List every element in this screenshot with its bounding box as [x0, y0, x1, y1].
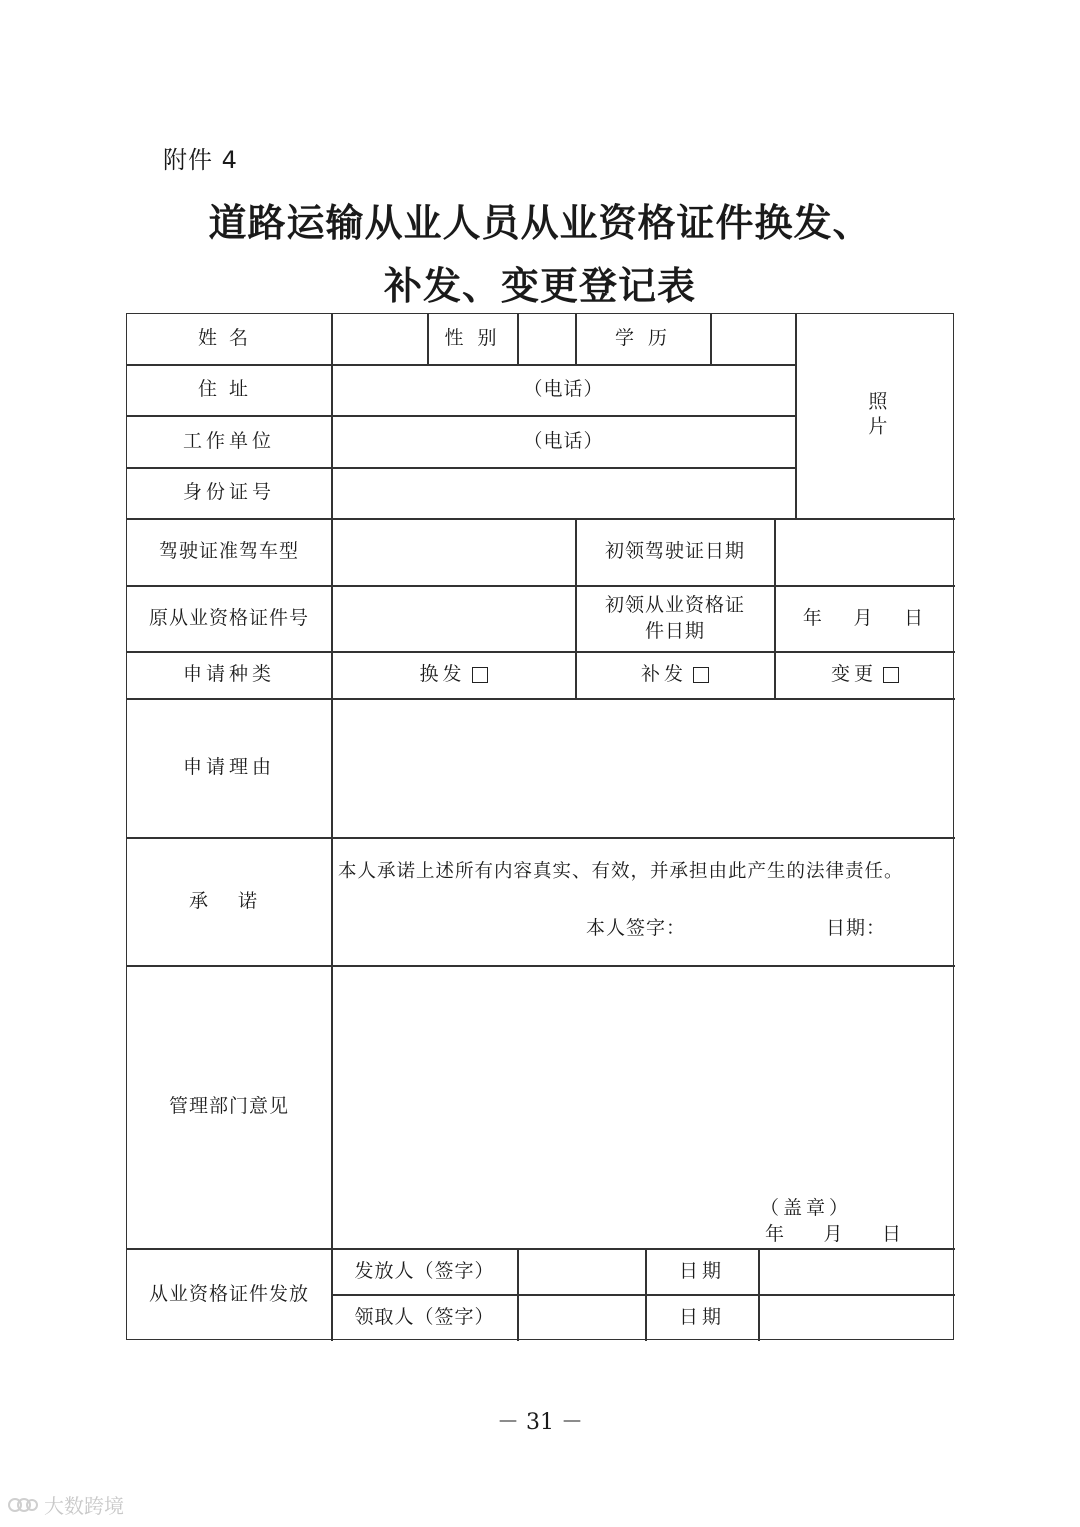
education-field[interactable]	[711, 314, 795, 364]
day-label: 日	[904, 606, 928, 629]
seal-year: 年	[765, 1223, 789, 1245]
photo-label: 照片	[865, 391, 888, 441]
id-number-field[interactable]	[332, 468, 795, 518]
renew-checkbox[interactable]	[472, 667, 488, 683]
receiver-label: 领取人（签字）	[354, 1306, 495, 1329]
renew-label: 换发	[419, 663, 466, 686]
employer-field[interactable]	[332, 416, 795, 467]
promise-label: 承 诺	[188, 889, 270, 912]
dept-opinion-field[interactable]	[332, 966, 955, 1248]
photo-area[interactable]	[796, 314, 955, 518]
attachment-label: 附件 4	[163, 146, 238, 174]
education-label: 学 历	[614, 327, 672, 350]
vehicle-class-field[interactable]	[332, 519, 575, 585]
address-field[interactable]	[332, 365, 795, 415]
dept-opinion-label: 管理部门意见	[168, 1095, 289, 1118]
first-license-date-field[interactable]	[775, 519, 955, 585]
seal-date	[765, 1222, 905, 1248]
vehicle-class-label: 驾驶证准驾车型	[158, 540, 299, 563]
first-cert-date-field[interactable]	[775, 586, 955, 651]
receiver-signature-field[interactable]	[518, 1295, 645, 1341]
promise-area	[332, 838, 955, 965]
watermark-logo-icon	[8, 1494, 38, 1516]
apply-type-change[interactable]	[775, 652, 955, 698]
registration-form-table	[126, 313, 954, 1340]
form-title-line1: 道路运输从业人员从业资格证件换发、	[208, 200, 872, 245]
first-cert-date-label: 初领从业资格证件日期	[604, 593, 745, 642]
address-label: 住址	[197, 378, 260, 401]
id-number-label: 身份证号	[182, 481, 275, 504]
name-field[interactable]	[332, 314, 427, 364]
gender-label: 性 别	[444, 327, 501, 350]
employer-phone-label: （电话）	[523, 429, 604, 452]
address-phone-label: （电话）	[523, 378, 604, 401]
apply-type-label: 申请种类	[182, 663, 275, 686]
orig-cert-no-label: 原从业资格证件号	[148, 606, 309, 629]
apply-type-renew[interactable]	[332, 652, 575, 698]
gender-field[interactable]	[518, 314, 575, 364]
seal-label: （盖章）	[760, 1197, 853, 1219]
watermark	[8, 1490, 124, 1519]
promise-date-label: 日期：	[826, 917, 887, 939]
reissue-label: 补发	[640, 663, 687, 686]
issuer-signature-field[interactable]	[518, 1249, 645, 1294]
name-label: 姓名	[197, 327, 260, 350]
issuer-label: 发放人（签字）	[354, 1259, 495, 1282]
month-label: 月	[853, 606, 877, 629]
page-number: － 31 －	[497, 1410, 583, 1435]
change-checkbox[interactable]	[883, 667, 899, 683]
watermark-text: 大数跨境	[44, 1494, 124, 1518]
employer-label: 工作单位	[182, 429, 275, 452]
form-title-line2: 补发、变更登记表	[383, 263, 696, 308]
issue-date-field[interactable]	[759, 1249, 955, 1294]
change-label: 变更	[830, 663, 877, 686]
year-label: 年	[802, 606, 826, 629]
orig-cert-no-field[interactable]	[332, 586, 575, 651]
reason-label: 申请理由	[182, 756, 275, 779]
seal-month: 月	[823, 1223, 847, 1245]
receive-date-field[interactable]	[759, 1295, 955, 1341]
apply-type-reissue[interactable]	[576, 652, 774, 698]
receive-date-label: 日期	[678, 1306, 725, 1329]
seal-day: 日	[881, 1223, 905, 1245]
signature-label: 本人签字：	[586, 917, 687, 939]
reason-field[interactable]	[332, 699, 955, 837]
reissue-checkbox[interactable]	[693, 667, 709, 683]
issue-date-label: 日期	[678, 1259, 725, 1282]
issuance-label: 从业资格证件发放	[148, 1283, 309, 1306]
promise-text: 本人承诺上述所有内容真实、有效，并承担由此产生的法律责任。	[338, 861, 904, 882]
first-license-date-label: 初领驾驶证日期	[604, 540, 745, 563]
